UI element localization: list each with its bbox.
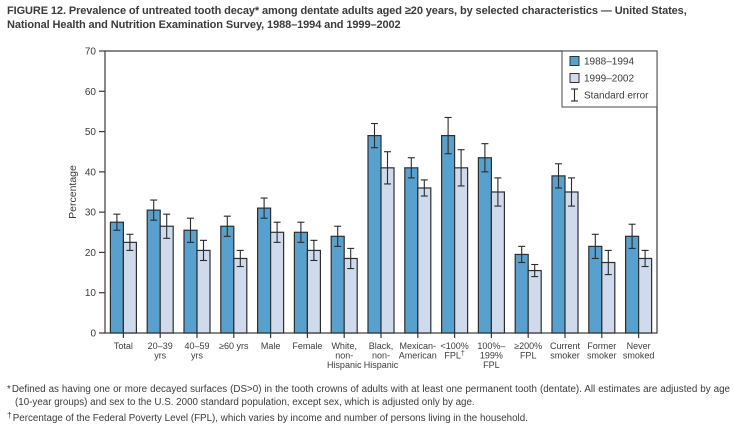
bar <box>258 208 271 333</box>
bar <box>455 168 468 333</box>
category-label: Total <box>113 341 133 351</box>
bar <box>405 168 418 333</box>
bar <box>515 254 528 333</box>
footnotes <box>7 383 730 425</box>
bar <box>418 188 431 333</box>
bar <box>552 176 565 333</box>
bar <box>381 168 394 333</box>
bar <box>478 158 491 333</box>
footnote-2 <box>7 409 730 425</box>
bar <box>160 226 173 333</box>
footnote-1 <box>7 383 730 409</box>
category-label: <100% FPL† <box>440 341 469 361</box>
bar <box>442 136 455 333</box>
bar <box>294 232 307 333</box>
footnote-1-marker: * <box>7 384 11 395</box>
bar <box>234 258 247 333</box>
bar <box>271 232 284 333</box>
category-label: ≥60 yrs <box>219 341 249 351</box>
y-tick-label: 20 <box>84 247 96 259</box>
y-tick-label: 50 <box>84 127 96 139</box>
y-tick-label: 10 <box>84 288 96 300</box>
bar <box>565 192 578 333</box>
category-label: Former smoker <box>587 341 617 361</box>
category-label: Never smoked <box>622 341 655 361</box>
category-label: Male <box>260 341 281 351</box>
footnote-2-text: Percentage of the Federal Poverty Level (FPL), which varies by income and number of persons living in the household. <box>12 413 528 424</box>
chart <box>0 42 734 382</box>
bar <box>147 210 160 333</box>
category-label: Female <box>292 341 323 351</box>
legend-label: 1988–1994 <box>584 56 635 68</box>
bar <box>368 136 381 333</box>
legend-label: Standard error <box>584 90 649 102</box>
bar <box>184 230 197 333</box>
bar <box>639 258 652 333</box>
bar <box>197 250 210 333</box>
legend-label: 1999–2002 <box>584 73 635 85</box>
bar <box>344 258 357 333</box>
legend-swatch <box>570 74 579 83</box>
figure-title: FIGURE 12. Prevalence of untreated tooth decay* among dentate adults aged ≥20 years, by selected characteristics — United States, National Health and Nutrition Examination Survey, 1988–1994 and 1999–2002 <box>7 5 687 31</box>
y-tick-label: 60 <box>84 86 96 98</box>
bar <box>528 271 541 333</box>
category-label: Mexican-American <box>398 341 437 361</box>
bar <box>110 222 123 333</box>
footnote-2-marker: † <box>7 410 12 420</box>
bar <box>123 242 136 333</box>
bar <box>589 246 602 333</box>
bar <box>491 192 504 333</box>
category-label: Current smoker <box>549 341 581 361</box>
bar <box>221 226 234 333</box>
category-label: 20–39 yrs <box>147 341 173 361</box>
category-label: White, non-Hispanic <box>326 341 362 370</box>
y-tick-label: 30 <box>84 207 96 219</box>
category-label: 100%– 199% FPL <box>477 341 506 370</box>
category-label: Black, non-Hispanic <box>363 341 399 370</box>
y-tick-label: 0 <box>90 328 96 340</box>
category-label: ≥200% FPL <box>514 341 543 361</box>
bar <box>331 236 344 333</box>
bar <box>626 236 639 333</box>
y-tick-label: 40 <box>84 167 96 179</box>
y-tick-label: 70 <box>84 46 96 58</box>
bar-chart-svg <box>0 42 734 382</box>
category-label: 40–59 yrs <box>184 341 210 361</box>
legend-swatch <box>570 57 579 66</box>
y-axis-title: Percentage <box>67 165 79 219</box>
bar <box>307 250 320 333</box>
footnote-1-text: Defined as having one or more decayed surfaces (DS>0) in the tooth crowns of adults with at least one permanent tooth (dentate). All estimates are adjusted by age (10-year groups) and sex to the U.S. 2000 standard population, except sex, which is adjusted only by age. <box>11 384 730 408</box>
